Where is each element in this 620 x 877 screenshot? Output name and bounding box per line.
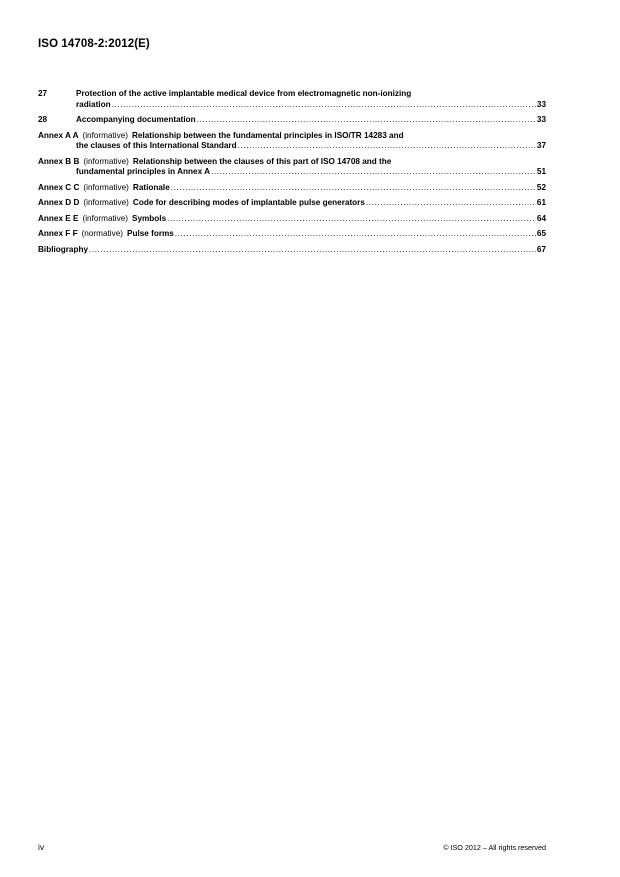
annex-kind: (informative) (83, 156, 129, 166)
dot-leader (175, 229, 536, 240)
toc-entry-title: Pulse forms (126, 229, 174, 238)
toc-entry-page: 64 (536, 213, 546, 223)
toc-entry-page: 52 (536, 182, 546, 192)
dot-leader (89, 245, 536, 256)
toc-entry-title: Relationship between the fundamental principles in ISO/TR 14283 and (131, 130, 404, 140)
toc-entry-annex-a[interactable] (38, 131, 546, 152)
toc-entry-page: 51 (536, 167, 546, 176)
toc-entry-title: Symbols (132, 213, 167, 223)
toc-entry-page: 65 (536, 229, 546, 238)
annex-kind: (informative) (83, 198, 129, 207)
toc-entry-bibliography[interactable] (38, 245, 546, 256)
toc-entry-27[interactable] (38, 89, 546, 110)
toc-entry-annex-f[interactable] (38, 229, 546, 240)
toc-entry-number: Annex F F (38, 229, 78, 238)
dot-leader (112, 100, 536, 111)
toc-entry-title: Bibliography (38, 244, 89, 254)
page-number: iv (38, 842, 45, 852)
toc-entry-number: Annex A A (38, 130, 79, 140)
toc-entry-title: Accompanying documentation (76, 115, 196, 124)
toc-entry-title: Code for describing modes of implantable pulse generators (132, 198, 365, 207)
toc-entry-title-continuation: fundamental principles in Annex A (76, 167, 211, 176)
toc-entry-page: 33 (536, 115, 546, 124)
toc-entry-page: 67 (536, 244, 546, 254)
toc-entry-title: Protection of the active implantable medical device from electromagnetic non-ionizing (76, 89, 412, 98)
dot-leader (197, 115, 536, 126)
copyright-notice: © ISO 2012 – All rights reserved (443, 843, 546, 852)
toc-entry-number: Annex E E (38, 213, 79, 223)
toc-entry-page: 33 (536, 99, 546, 109)
toc-entry-annex-d[interactable] (38, 198, 546, 209)
toc-entry-number: Annex D D (38, 198, 80, 207)
dot-leader (366, 198, 536, 209)
toc-entry-page: 61 (536, 198, 546, 207)
document-id-header: ISO 14708-2:2012(E) (38, 38, 150, 50)
annex-kind: (informative) (82, 130, 128, 140)
dot-leader (238, 141, 536, 152)
dot-leader (171, 183, 536, 194)
dot-leader (167, 214, 536, 225)
toc-entry-number: 27 (38, 89, 48, 98)
toc-entry-title: Relationship between the clauses of this part of ISO 14708 and the (132, 156, 392, 166)
annex-kind: (normative) (81, 229, 123, 238)
annex-kind: (informative) (82, 213, 128, 223)
toc-entry-title-continuation: the clauses of this International Standard (76, 141, 237, 150)
dot-leader (211, 167, 536, 178)
toc-entry-number: Annex C C (38, 182, 80, 192)
toc-entry-annex-b[interactable] (38, 157, 546, 178)
toc-entry-page: 37 (536, 141, 546, 150)
annex-kind: (informative) (83, 182, 129, 192)
toc-entry-number: 28 (38, 115, 48, 124)
toc-entry-annex-c[interactable] (38, 183, 546, 194)
toc-entry-annex-e[interactable] (38, 214, 546, 225)
toc-entry-28[interactable] (38, 115, 546, 126)
toc-entry-title: Rationale (132, 182, 170, 192)
table-of-contents (38, 89, 546, 260)
toc-entry-number: Annex B B (38, 156, 80, 166)
toc-entry-title-continuation: radiation (76, 99, 111, 109)
